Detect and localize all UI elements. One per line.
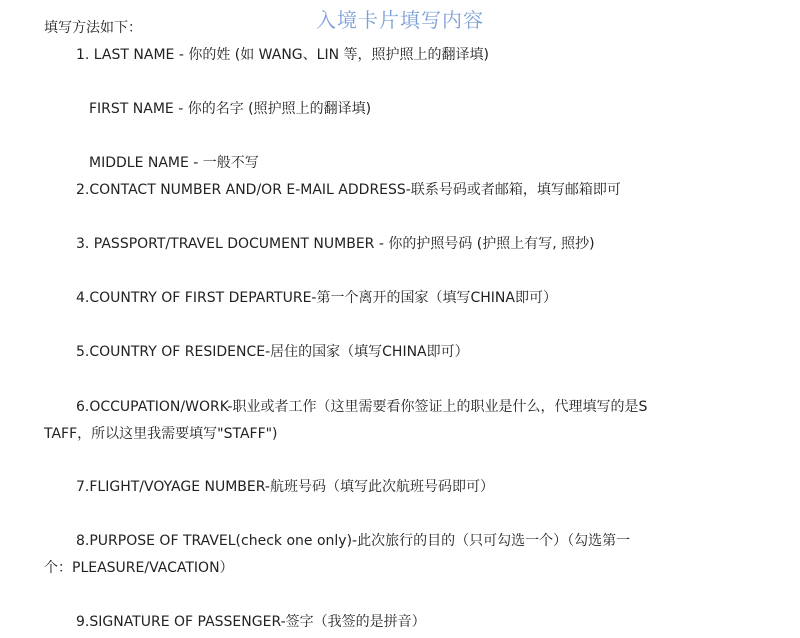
item-country-residence: 5.COUNTRY OF RESIDENCE-居住的国家（填写CHINA即可） [76, 344, 469, 360]
item-purpose-continued: 个：PLEASURE/VACATION） [44, 560, 234, 576]
item-middle-name: MIDDLE NAME - 一般不写 [89, 155, 259, 171]
item-last-name: 1. LAST NAME - 你的姓 (如 WANG、LIN 等，照护照上的翻译填) [76, 47, 489, 63]
item-first-name: FIRST NAME - 你的名字 (照护照上的翻译填) [89, 101, 372, 117]
item-passport-number: 3. PASSPORT/TRAVEL DOCUMENT NUMBER - 你的护照号码 (护照上有写, 照抄) [76, 236, 595, 252]
item-occupation-continued: TAFF，所以这里我需要填写"STAFF") [44, 426, 278, 442]
item-contact-number: 2.CONTACT NUMBER AND/OR E-MAIL ADDRESS-联系号码或者邮箱，填写邮箱即可 [76, 182, 621, 198]
intro-text: 填写方法如下： [44, 20, 142, 36]
item-occupation: 6.OCCUPATION/WORK-职业或者工作（这里需要看你签证上的职业是什么，代理填写的是S [76, 399, 648, 415]
item-country-departure: 4.COUNTRY OF FIRST DEPARTURE-第一个离开的国家（填写CHINA即可） [76, 290, 557, 306]
item-signature: 9.SIGNATURE OF PASSENGER-签字（我签的是拼音） [76, 614, 426, 630]
item-flight-number: 7.FLIGHT/VOYAGE NUMBER-航班号码（填写此次航班号码即可） [76, 479, 494, 495]
item-purpose-of-travel: 8.PURPOSE OF TRAVEL(check one only)-此次旅行的目的（只可勾选一个）（勾选第一 [76, 533, 631, 549]
document-title: 入境卡片填写内容 [316, 8, 484, 32]
